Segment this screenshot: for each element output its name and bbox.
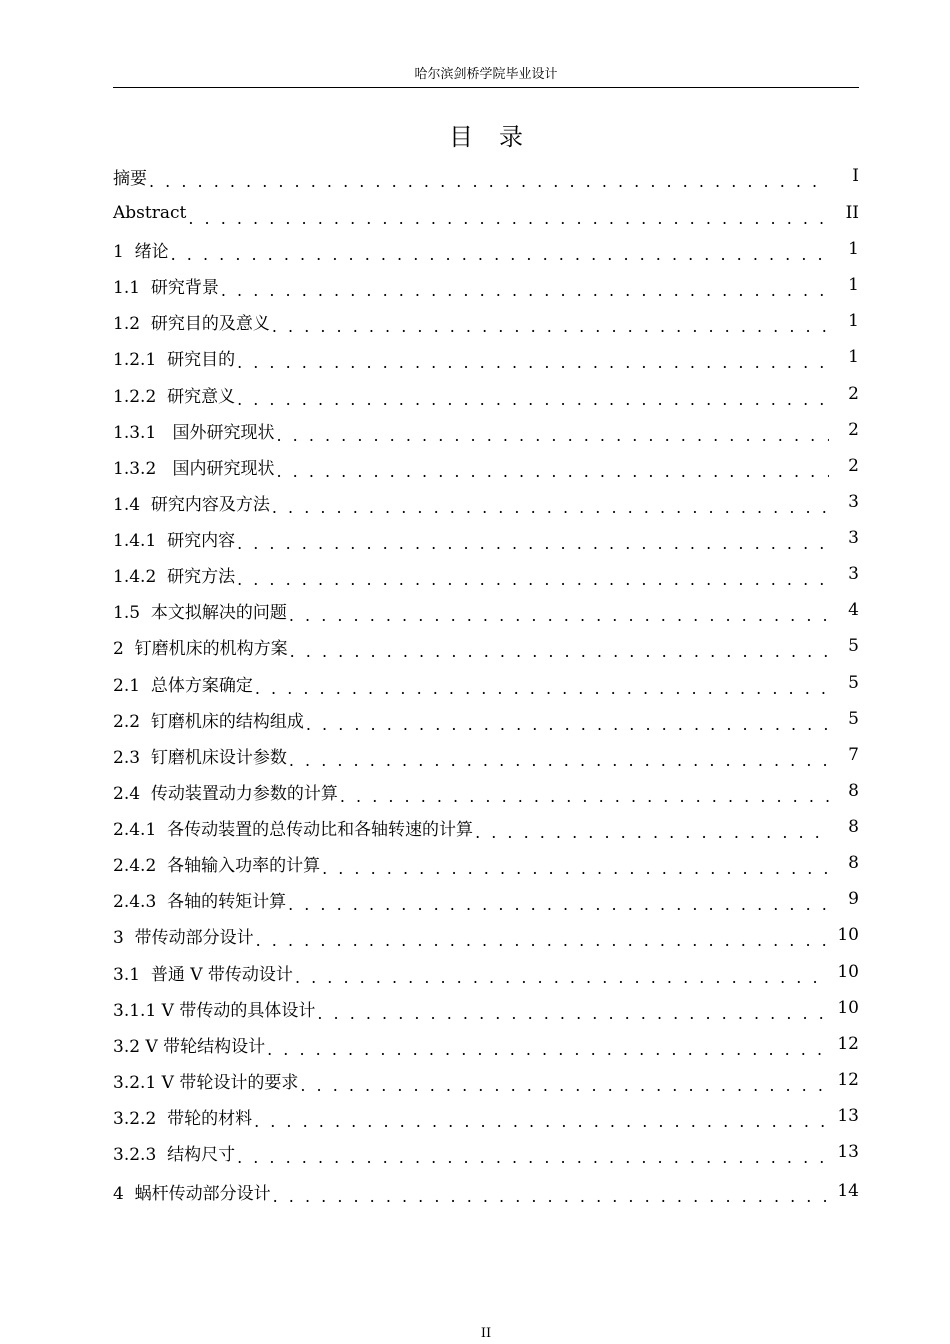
toc-entry-page: 1 — [848, 239, 859, 259]
toc-entry[interactable] — [113, 231, 859, 267]
toc-entry[interactable] — [113, 412, 859, 448]
toc-entry[interactable] — [113, 990, 859, 1026]
toc-entry-label: 3.1 普通 V 带传动设计 — [113, 964, 293, 985]
toc-entry-label: 2.2 钉磨机床的结构组成 — [113, 711, 304, 732]
toc-entry-page: 7 — [848, 745, 859, 765]
toc-dot-leader — [254, 1110, 829, 1134]
toc-entry-page: 12 — [837, 1034, 859, 1054]
toc-entry-label: 1 绪论 — [113, 241, 169, 262]
toc-entry[interactable] — [113, 484, 859, 520]
toc-dot-leader — [289, 604, 829, 628]
toc-entry[interactable] — [113, 376, 859, 412]
toc-entry-page: 8 — [848, 853, 859, 873]
toc-entry[interactable] — [113, 1098, 859, 1134]
toc-entry-label: 3.2.3 结构尺寸 — [113, 1144, 236, 1165]
page-header: 哈尔滨剑桥学院毕业设计 — [414, 67, 558, 82]
page-number: II — [480, 1326, 492, 1341]
toc-entry-label: 3.1.1 V 带传动的具体设计 — [113, 1000, 316, 1021]
toc-entry[interactable] — [113, 701, 859, 737]
toc-entry[interactable] — [113, 158, 859, 194]
toc-entry-label: 1.2.2 研究意义 — [113, 386, 236, 407]
toc-entry-label: 3 带传动部分设计 — [113, 927, 254, 948]
toc-dot-leader — [188, 207, 829, 231]
toc-entry-page: I — [852, 166, 859, 186]
toc-dot-leader — [221, 279, 829, 303]
toc-entry[interactable] — [113, 737, 859, 773]
toc-entry[interactable] — [113, 1173, 859, 1209]
toc-entry-page: 8 — [848, 817, 859, 837]
toc-dot-leader — [300, 1074, 829, 1098]
toc-entry-page: 3 — [848, 564, 859, 584]
toc-entry-label: 1.4.2 研究方法 — [113, 566, 236, 587]
toc-entry-label: 2.4.2 各轴输入功率的计算 — [113, 855, 321, 876]
toc-entry-label: 1.3.2 国内研究现状 — [113, 458, 275, 479]
toc-entry-page: 1 — [848, 347, 859, 367]
toc-entry[interactable] — [113, 339, 859, 375]
toc-dot-leader — [272, 496, 829, 520]
toc-dot-leader — [149, 170, 829, 194]
toc-entry-label: 2.4.3 各轴的转矩计算 — [113, 891, 287, 912]
toc-entry-page: 4 — [848, 600, 859, 620]
toc-entry[interactable] — [113, 1026, 859, 1062]
toc-dot-leader — [256, 929, 829, 953]
toc-entry-page: 13 — [837, 1106, 859, 1126]
toc-entry-page: 13 — [837, 1142, 859, 1162]
toc-entry-label: 4 蜗杆传动部分设计 — [113, 1183, 271, 1204]
toc-entry-label: 2.1 总体方案确定 — [113, 675, 253, 696]
toc-dot-leader — [273, 1185, 829, 1209]
toc-entry[interactable] — [113, 628, 859, 664]
toc-entry-label: 1.3.1 国外研究现状 — [113, 422, 275, 443]
toc-entry-label: 3.2 V 带轮结构设计 — [113, 1036, 266, 1057]
toc-entry-page: 5 — [848, 673, 859, 693]
toc-entry[interactable] — [113, 1134, 859, 1170]
toc-dot-leader — [289, 749, 829, 773]
toc-dot-leader — [171, 243, 829, 267]
toc-dot-leader — [322, 857, 829, 881]
toc-entry-label: 1.5 本文拟解决的问题 — [113, 602, 287, 623]
toc-entry-label: 2 钉磨机床的机构方案 — [113, 638, 288, 659]
toc-entry-page: 8 — [848, 781, 859, 801]
toc-entry[interactable] — [113, 592, 859, 628]
toc-entry-label: Abstract — [113, 203, 187, 223]
toc-entry-page: 10 — [837, 998, 859, 1018]
toc-entry-label: 1.4.1 研究内容 — [113, 530, 236, 551]
toc-dot-leader — [288, 893, 829, 917]
toc-entry-page: 9 — [848, 889, 859, 909]
toc-entry[interactable] — [113, 267, 859, 303]
toc-entry[interactable] — [113, 556, 859, 592]
toc-entry-page: 12 — [837, 1070, 859, 1090]
toc-entry[interactable] — [113, 520, 859, 556]
toc-title: 目录 — [449, 123, 549, 151]
toc-entry-label: 2.4 传动装置动力参数的计算 — [113, 783, 338, 804]
toc-entry[interactable] — [113, 845, 859, 881]
toc-dot-leader — [267, 1038, 829, 1062]
toc-entry-page: 3 — [848, 492, 859, 512]
toc-entry[interactable] — [113, 954, 859, 990]
toc-entry-page: 2 — [848, 420, 859, 440]
toc-dot-leader — [276, 424, 829, 448]
toc-entry-label: 2.4.1 各传动装置的总传动比和各轴转速的计算 — [113, 819, 474, 840]
toc-entry-page: 1 — [848, 311, 859, 331]
toc-dot-leader — [237, 532, 829, 556]
toc-entry[interactable] — [113, 917, 859, 953]
toc-entry-label: 3.2.2 带轮的材料 — [113, 1108, 253, 1129]
toc-dot-leader — [340, 785, 829, 809]
toc-dot-leader — [237, 1146, 829, 1170]
toc-entry-label: 1.2.1 研究目的 — [113, 349, 236, 370]
toc-entry-label: 1.2 研究目的及意义 — [113, 313, 270, 334]
toc-entry-page: II — [845, 203, 859, 223]
toc-dot-leader — [276, 460, 829, 484]
toc-dot-leader — [317, 1002, 829, 1026]
toc-entry-label: 2.3 钉磨机床设计参数 — [113, 747, 287, 768]
toc-entry[interactable] — [113, 303, 859, 339]
toc-entry[interactable] — [113, 195, 859, 231]
toc-entry-label: 摘要 — [113, 168, 147, 189]
toc-entry-page: 10 — [837, 962, 859, 982]
toc-entry-label: 1.1 研究背景 — [113, 277, 219, 298]
toc-entry-page: 14 — [837, 1181, 859, 1201]
toc-entry[interactable] — [113, 665, 859, 701]
toc-entry-page: 2 — [848, 456, 859, 476]
toc-dot-leader — [475, 821, 829, 845]
toc-entry[interactable] — [113, 809, 859, 845]
toc-entry-page: 5 — [848, 636, 859, 656]
toc-dot-leader — [295, 966, 829, 990]
header-rule — [113, 87, 859, 88]
toc-entry-page: 5 — [848, 709, 859, 729]
toc-entry-page: 2 — [848, 384, 859, 404]
toc-dot-leader — [306, 713, 829, 737]
toc-dot-leader — [237, 568, 829, 592]
toc-entry[interactable] — [113, 448, 859, 484]
toc-dot-leader — [237, 351, 829, 375]
toc-dot-leader — [272, 315, 829, 339]
toc-entry-label: 1.4 研究内容及方法 — [113, 494, 270, 515]
toc-entry[interactable] — [113, 1062, 859, 1098]
toc-entry-label: 3.2.1 V 带轮设计的要求 — [113, 1072, 299, 1093]
toc-entry-page: 1 — [848, 275, 859, 295]
toc-dot-leader — [255, 677, 829, 701]
toc-dot-leader — [290, 640, 829, 664]
toc-entry-page: 10 — [837, 925, 859, 945]
toc-entry[interactable] — [113, 881, 859, 917]
toc-dot-leader — [237, 388, 829, 412]
toc-entry-page: 3 — [848, 528, 859, 548]
toc-entry[interactable] — [113, 773, 859, 809]
